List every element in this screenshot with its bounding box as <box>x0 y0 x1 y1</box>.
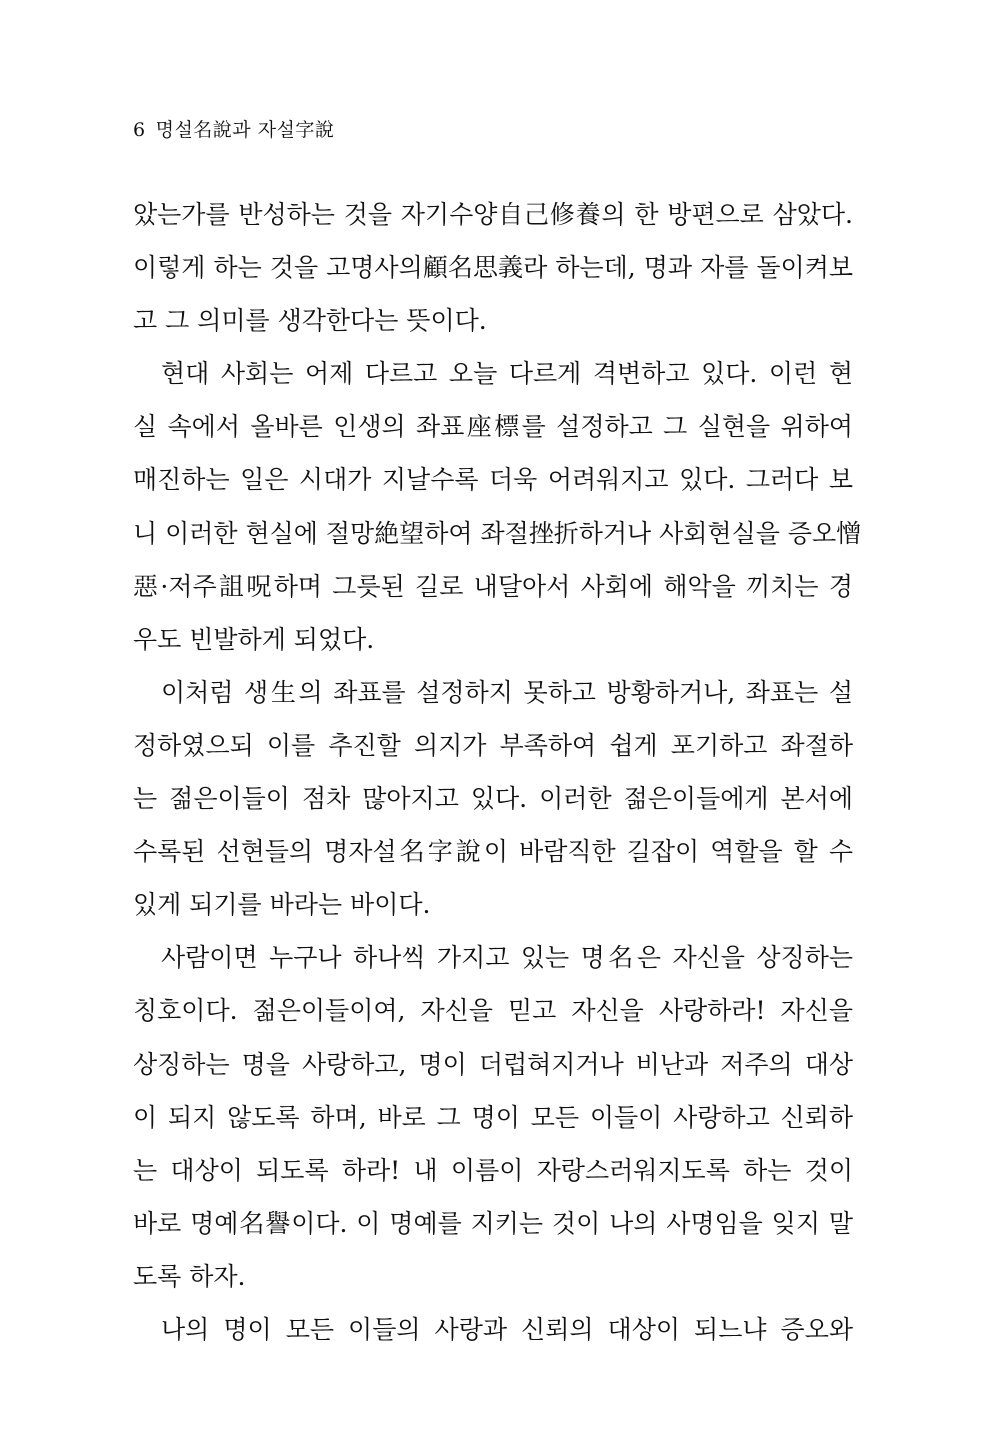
text-line: 도록 하자. <box>133 1261 246 1291</box>
paragraph-first-line: 현대 사회는 어제 다르고 오늘 다르게 격변하고 있다. 이런 현 <box>161 359 853 389</box>
page-number: 6 <box>133 119 146 141</box>
text-line: 정하였으되 이를 추진할 의지가 부족하여 쉽게 포기하고 좌절하 <box>133 730 853 760</box>
text-line: 는 젊은이들이 점차 많아지고 있다. 이러한 젊은이들에게 본서에 <box>133 784 853 814</box>
text-line: 바로 명예名譽이다. 이 명예를 지키는 것이 나의 사명임을 잊지 말 <box>133 1208 853 1238</box>
text-line: 고 그 의미를 생각한다는 뜻이다. <box>133 306 487 336</box>
text-line: 이렇게 하는 것을 고명사의顧名思義라 하는데, 명과 자를 돌이켜보 <box>133 253 853 283</box>
text-line: 상징하는 명을 사랑하고, 명이 더럽혀지거나 비난과 저주의 대상 <box>133 1049 853 1079</box>
running-title: 명설名說과 자설字說 <box>155 119 335 141</box>
text-line: 수록된 선현들의 명자설名字說이 바람직한 길잡이 역할을 할 수 <box>133 837 853 867</box>
text-line: 칭호이다. 젊은이들이여, 자신을 믿고 자신을 사랑하라! 자신을 <box>133 996 853 1026</box>
text-line: 있게 되기를 바라는 바이다. <box>133 890 431 920</box>
text-line: 매진하는 일은 시대가 지날수록 더욱 어려워지고 있다. 그러다 보 <box>133 465 853 495</box>
paragraph-first-line: 이처럼 생生의 좌표를 설정하지 못하고 방황하거나, 좌표는 설 <box>161 677 853 707</box>
text-line: 惡·저주詛呪하며 그릇된 길로 내달아서 사회에 해악을 끼치는 경 <box>133 571 853 601</box>
text-line: 우도 빈발하게 되었다. <box>133 624 375 654</box>
text-line: 는 대상이 되도록 하라! 내 이름이 자랑스러워지도록 하는 것이 <box>133 1155 853 1185</box>
paragraph-first-line: 사람이면 누구나 하나씩 가지고 있는 명名은 자신을 상징하는 <box>161 943 853 973</box>
text-line: 실 속에서 올바른 인생의 좌표座標를 설정하고 그 실현을 위하여 <box>133 412 853 442</box>
text-line: 이 되지 않도록 하며, 바로 그 명이 모든 이들이 사랑하고 신뢰하 <box>133 1102 853 1132</box>
paragraph-first-line: 나의 명이 모든 이들의 사랑과 신뢰의 대상이 되느냐 증오와 <box>161 1314 853 1344</box>
body-text <box>133 188 862 1356</box>
text-line: 니 이러한 현실에 절망絶望하여 좌절挫折하거나 사회현실을 증오憎 <box>133 518 862 548</box>
running-header <box>133 117 334 143</box>
text-line: 았는가를 반성하는 것을 자기수양自己修養의 한 방편으로 삼았다. <box>133 200 853 229</box>
